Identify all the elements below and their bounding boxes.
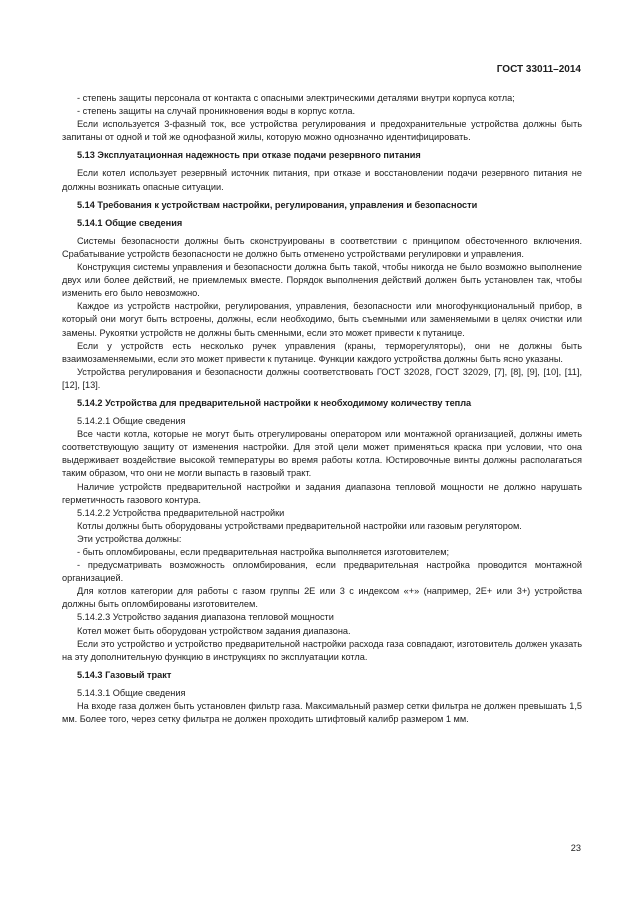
document-header: ГОСТ 33011–2014: [496, 64, 581, 75]
paragraph: Если это устройство и устройство предварительной настройки расхода газа совпадают, изготовитель должен указать на эту дополнительную функцию в инструкциях по эксплуатации котла.: [62, 638, 582, 662]
section-heading: 5.14 Требования к устройствам настройки, регулирования, управления и безопасности: [77, 199, 478, 210]
paragraph: Конструкция системы управления и безопасности должна быть такой, чтобы никогда не было возможно выполнение двух или более действий, не приемлемых вместе. Порядок выполнения действий должен быть установлен так, чтобы изменить его было невозможно.: [62, 262, 582, 299]
document-body: [62, 92, 582, 726]
section-heading: 5.14.1 Общие сведения: [77, 217, 183, 228]
paragraph: 5.14.2.3 Устройство задания диапазона тепловой мощности: [77, 612, 334, 623]
paragraph: 5.14.2.1 Общие сведения: [77, 416, 186, 427]
paragraph: Устройства регулирования и безопасности должны соответствовать ГОСТ 32028, ГОСТ 32029, [7], [8], [9], [10], [11], [12], [13].: [62, 366, 582, 390]
section-heading: 5.13 Эксплуатационная надежность при отказе подачи резервного питания: [77, 150, 421, 161]
paragraph: Эти устройства должны:: [77, 533, 182, 544]
paragraph: Если котел использует резервный источник питания, при отказе и восстановлении подачи резервного питания не должны возникать опасные ситуации.: [62, 168, 582, 192]
paragraph: Если у устройств есть несколько ручек управления (краны, терморегуляторы), они не должны быть взаимозаменяемыми, если это может привести к путанице. Функции каждого устройства должны быть ясно указаны.: [62, 340, 582, 364]
page-number: 23: [570, 843, 581, 853]
paragraph: На входе газа должен быть установлен фильтр газа. Максимальный размер сетки фильтра не должен превышать 1,5 мм. Более того, через сетку фильтра не должен проходить штифтовый калибр размером 1 мм.: [62, 701, 582, 725]
section-heading: 5.14.3 Газовый тракт: [77, 669, 172, 680]
paragraph: - степень защиты на случай проникновения воды в корпус котла.: [77, 106, 356, 117]
paragraph: 5.14.2.2 Устройства предварительной настройки: [77, 507, 285, 518]
paragraph: Котел может быть оборудован устройством задания диапазона.: [77, 625, 351, 636]
paragraph: - быть опломбированы, если предварительная настройка выполняется изготовителем;: [77, 547, 450, 557]
paragraph: - предусматривать возможность опломбирования, если предварительная настройка проводится монтажной организацией.: [62, 560, 582, 584]
paragraph: Наличие устройств предварительной настройки и задания диапазона тепловой мощности не должно нарушать герметичность газового контура.: [62, 481, 582, 505]
paragraph: Если используется 3-фазный ток, все устройства регулирования и предохранительные устройства должны быть запитаны от одной и той же однофазной жилы, которую можно однозначно идентифицировать.: [62, 119, 582, 143]
paragraph: Котлы должны быть оборудованы устройствами предварительной настройки или газовым регулятором.: [77, 520, 522, 531]
paragraph: Для котлов категории для работы с газом группы 2Е или 3 с индексом «+» (например, 2Е+ или 3+) устройства должны быть опломбированы изготовителем.: [62, 586, 582, 610]
paragraph: 5.14.3.1 Общие сведения: [77, 687, 186, 698]
paragraph: Каждое из устройств настройки, регулирования, управления, безопасности или многофункциональный прибор, в который они могут быть встроены, должны, если необходимо, быть съемными или заменяемыми в целях очистки или замены. Рукоятки устройств не должны быть сменными, если это может привести к путанице.: [62, 301, 582, 338]
paragraph: Системы безопасности должны быть сконструированы в соответствии с принципом обесточенного включения. Срабатывание устройств безопасности не должно быть отменено устройствами регулировки и управления.: [62, 235, 582, 259]
section-heading: 5.14.2 Устройства для предварительной настройки к необходимому количеству тепла: [77, 397, 472, 408]
paragraph: Все части котла, которые не могут быть отрегулированы оператором или монтажной организацией, должны иметь соответствующую защиту от изменения настройки. Для этой цели может применяться краска при условии, что она выдерживает воздействие высокой температуры во время работы котла. Юстировочные винты должны располагаться таким образом, что они не могли выпасть в газовый тракт.: [62, 429, 582, 479]
paragraph: - степень защиты персонала от контакта с опасными электрическими деталями внутри корпуса котла;: [77, 93, 515, 103]
